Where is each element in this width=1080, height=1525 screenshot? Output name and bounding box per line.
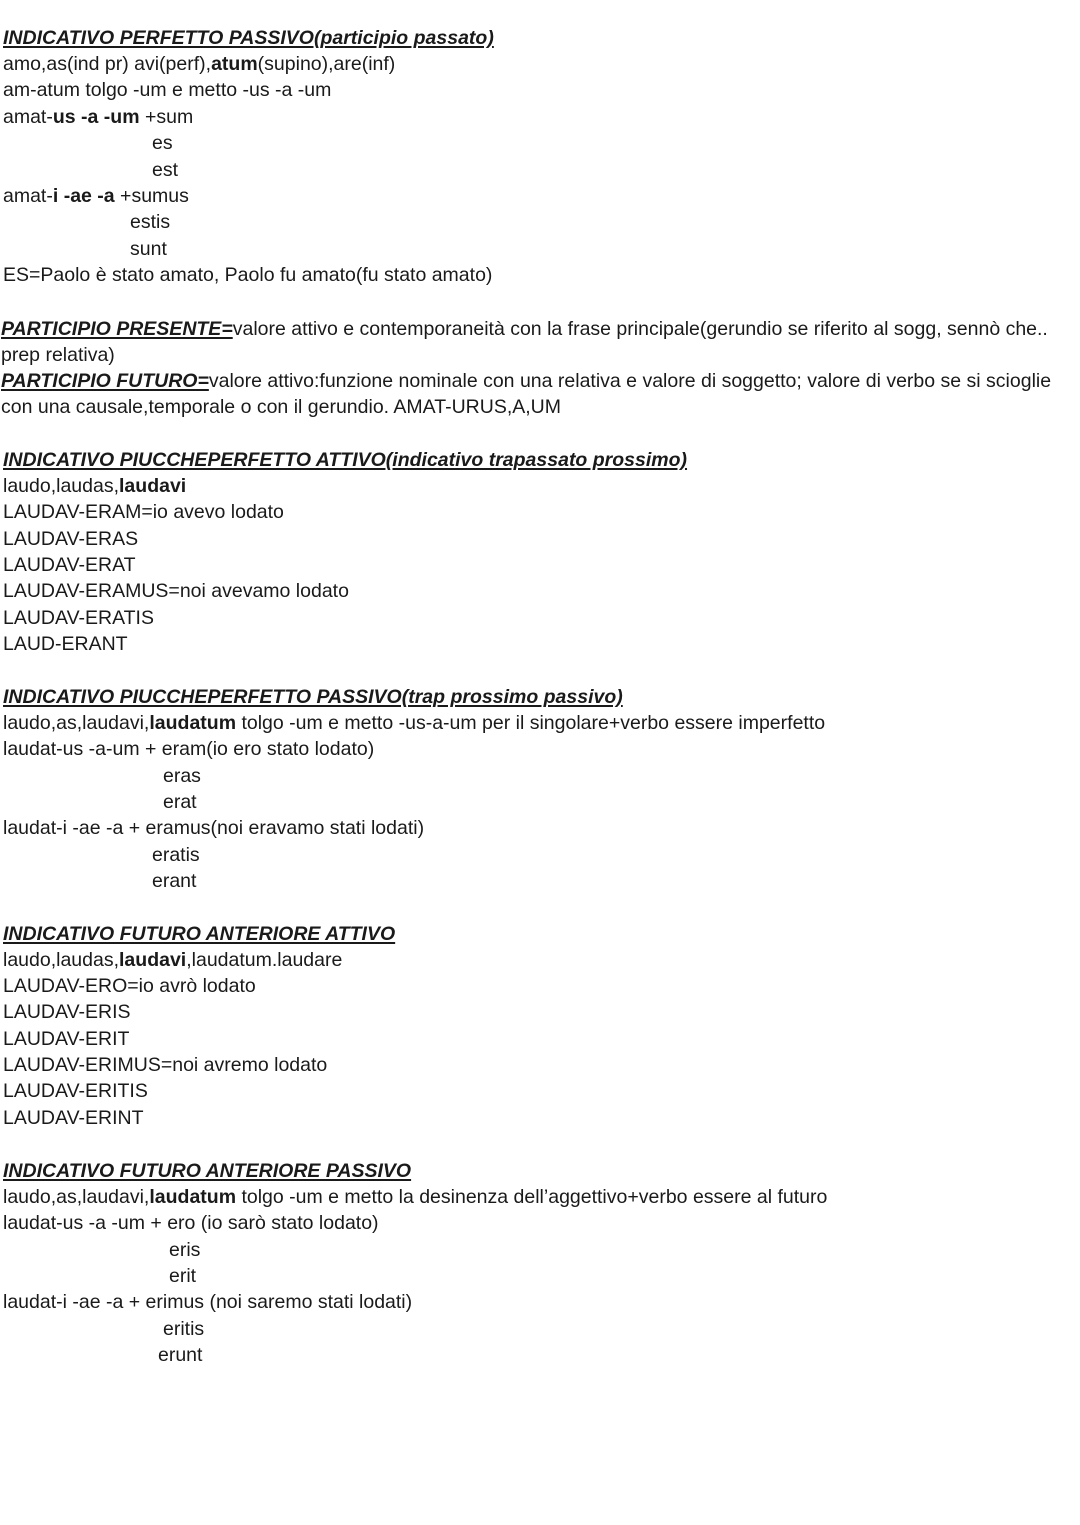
conj-row: LAUDAV-ERIS [3,1001,131,1023]
bold-text: laudatum [149,712,237,734]
conj-eratis: eratis [152,844,200,866]
section-title-perfetto-passivo: INDICATIVO PERFETTO PASSIVO(participio passato) [3,27,494,49]
bold-text: laudatum [149,1186,237,1208]
participio-futuro [1,368,1077,420]
bold-text: atum [211,53,258,75]
heading: PARTICIPIO PRESENTE= [1,318,233,340]
example-line: ES=Paolo è stato amato, Paolo fu amato(fu stato amato) [3,264,493,286]
text: ,laudatum.laudare [186,949,343,971]
conj-erunt: erunt [158,1344,203,1366]
text: tolgo -um e metto -us-a-um per il singolare+verbo essere imperfetto [236,712,826,734]
conj-row: LAUDAV-ERAT [3,554,136,576]
conj-row: LAUDAV-ERAM=io avevo lodato [3,501,284,523]
text: valore attivo e contemporaneità con la frase principale(gerundio se riferito al sogg, sennò che.. prep relativa) [1,318,1048,366]
text: amat- [3,185,53,207]
text: tolgo -um e metto la desinenza dell’aggettivo+verbo essere al futuro [236,1186,828,1208]
conj-row: LAUDAV-ERAS [3,528,139,550]
conj-estis: estis [130,211,171,233]
text: +sum [139,106,194,128]
line-laudo [3,948,342,972]
line-laudo [3,1185,827,1209]
section-title-piuccheperfetto-attivo: INDICATIVO PIUCCHEPERFETTO ATTIVO(indicativo trapassato prossimo) [3,449,688,471]
line-amat-i [3,184,189,208]
line-laudat-i: laudat-i -ae -a + erimus (noi saremo stati lodati) [3,1291,413,1313]
conj-eris: eris [169,1239,201,1261]
line-amat-us [3,105,193,129]
section-title-piuccheperfetto-passivo: INDICATIVO PIUCCHEPERFETTO PASSIVO(trap prossimo passivo) [3,686,623,708]
text: laudo,laudas, [3,475,120,497]
line-laudo [3,474,186,498]
conj-row: LAUDAV-ERIT [3,1028,130,1050]
text: amat- [3,106,53,128]
conj-row: LAUDAV-ERAMUS=noi avevamo lodato [3,580,349,602]
conj-row: LAUD-ERANT [3,633,128,655]
conj-sunt: sunt [130,238,167,260]
conj-row: LAUDAV-ERATIS [3,607,154,629]
text: valore attivo:funzione nominale con una relativa e valore di soggetto; valore di verbo se si scioglie con una causale,temporale o con il gerundio. AMAT-URUS,A,UM [1,370,1052,418]
conj-eritis: eritis [163,1318,205,1340]
line-laudat-i: laudat-i -ae -a + eramus(noi eravamo stati lodati) [3,817,425,839]
text: (supino),are(inf) [257,53,396,75]
conj-row: LAUDAV-ERITIS [3,1080,148,1102]
conj-row: LAUDAV-ERIMUS=noi avremo lodato [3,1054,328,1076]
line-laudat-us: laudat-us -a -um + ero (io sarò stato lodato) [3,1212,379,1234]
heading: PARTICIPIO FUTURO= [1,370,209,392]
conj-eras: eras [163,765,201,787]
text: laudo,laudas, [3,949,120,971]
line-laudat-us: laudat-us -a-um + eram(io ero stato lodato) [3,738,375,760]
section-title-futuro-anteriore-attivo: INDICATIVO FUTURO ANTERIORE ATTIVO [3,923,396,945]
line-laudo [3,711,825,735]
bold-text: i -ae -a [52,185,115,207]
participio-presente [1,316,1077,368]
conj-row: LAUDAV-ERO=io avrò lodato [3,975,256,997]
bold-text: us -a -um [52,106,140,128]
text: laudo,as,laudavi, [3,712,150,734]
conj-erant: erant [152,870,197,892]
conj-erat: erat [163,791,197,813]
conj-row: LAUDAV-ERINT [3,1107,144,1129]
line-am-atum: am-atum tolgo -um e metto -us -a -um [3,79,332,101]
conj-es: es [152,132,173,154]
text: laudo,as,laudavi, [3,1186,150,1208]
text: +sumus [114,185,189,207]
conj-erit: erit [169,1265,197,1287]
conj-est: est [152,159,179,181]
bold-text: laudavi [119,475,187,497]
bold-text: laudavi [119,949,187,971]
text: amo,as(ind pr) avi(perf), [3,53,212,75]
line-amo [3,52,395,76]
section-title-futuro-anteriore-passivo: INDICATIVO FUTURO ANTERIORE PASSIVO [3,1160,412,1182]
